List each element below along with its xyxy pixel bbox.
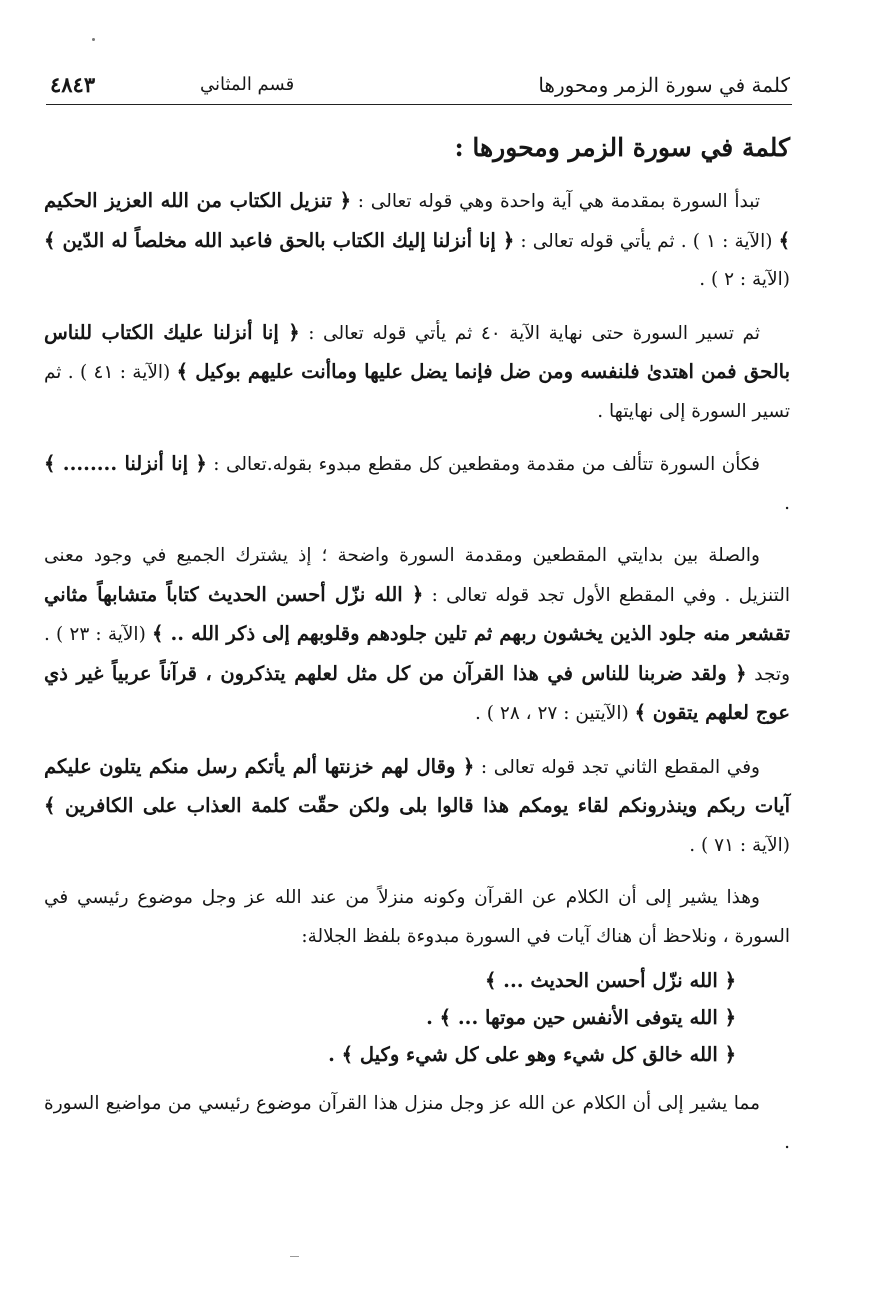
text-run: (الآية : ٢٣ ) . وتجد xyxy=(44,624,791,685)
page-number: ٤٨٤٣ xyxy=(50,72,96,97)
header-section: قسم المثاني xyxy=(200,74,295,95)
quran-quote: ﴿ وقال لهم خزنتها ألم يأتكم رسل منكم يتلون عليكم آيات ربكم وينذرونكم لقاء يومكم هذا قالوا بلى ولكن حقّت كلمة العذاب على الكافرين ﴾ xyxy=(44,754,790,817)
text-run: (الآية : ١ ) . ثم يأتي قوله تعالى : xyxy=(514,230,779,252)
text-run: فكأن السورة تتألف من مقدمة ومقطعين كل مقطع مبدوء بقوله.تعالى : xyxy=(206,454,760,475)
quran-quote: ﴿ الله نزّل أحسن الحديث كتاباً متشابهاً مثاني تقشعر منه جلود الذين يخشون ربهم ثم تلين جلودهم وقلوبهم إلى ذكر الله .. ﴾ xyxy=(44,582,790,645)
quran-quote: ﴿ تنزيل الكتاب من الله العزيز الحكيم ﴾ xyxy=(44,189,790,252)
text-run: (الآيتين : ٢٧ ، ٢٨ ) . xyxy=(475,703,635,724)
quran-quote: ﴿ ولقد ضربنا للناس في هذا القرآن من كل مثل لعلهم يتذكرون ، قرآناً عربياً غير ذي عوج لعلهم يتقون ﴾ xyxy=(44,661,790,724)
header-divider xyxy=(46,104,792,105)
verse-line-2: ﴿ الله يتوفى الأنفس حين موتها ... ﴾ . xyxy=(426,1006,736,1029)
text-run: ثم تسير السورة حتى نهاية الآية ٤٠ ثم يأتي قوله تعالى : xyxy=(299,322,760,344)
text-run: تبدأ السورة بمقدمة هي آية واحدة وهي قوله تعالى : xyxy=(351,191,760,212)
paragraph-6 xyxy=(44,879,790,956)
text-run: (الآية : ٢ ) . xyxy=(699,269,790,290)
scan-mark xyxy=(290,1256,299,1257)
quran-quote: ﴿ إنا أنزلنا إليك الكتاب بالحق فاعبد الله مخلصاً له الدّين ﴾ xyxy=(44,228,515,252)
verse-list xyxy=(44,962,790,1073)
paragraph-2 xyxy=(44,314,790,432)
verse-line-1: ﴿ الله نزّل أحسن الحديث ... ﴾ xyxy=(484,969,736,992)
scan-speck xyxy=(92,38,95,41)
text-run: (الآية : ٤١ ) . ثم تسير السورة إلى نهايتها . xyxy=(44,362,790,422)
verse-line-3: ﴿ الله خالق كل شيء وهو على كل شيء وكيل ﴾ . xyxy=(328,1043,736,1066)
section-heading: كلمة في سورة الزمر ومحورها : xyxy=(454,133,790,162)
text-run: . xyxy=(784,492,790,514)
text-run: وهذا يشير إلى أن الكلام عن القرآن وكونه منزلاً من عند الله عز وجل موضوع رئيسي في السورة ، ونلاحظ أن هناك آيات في السورة مبدوءة بلفظ الجلالة: xyxy=(44,887,790,947)
main-text xyxy=(44,126,790,1176)
paragraph-5 xyxy=(44,748,790,866)
text-run: وفي المقطع الثاني تجد قوله تعالى : xyxy=(474,756,760,778)
quran-quote: ﴿ إنا أنزلنا ........ ﴾ xyxy=(44,452,207,475)
text-run: والصلة بين بدايتي المقطعين ومقدمة السورة واضحة ؛ إذ يشترك الجميع في وجود معنى التنزيل . وفي المقطع الأول تجد قوله تعالى : xyxy=(44,545,790,606)
header-title: كلمة في سورة الزمر ومحورها xyxy=(538,73,790,97)
paragraph-1 xyxy=(44,182,790,300)
closing-paragraph: مما يشير إلى أن الكلام عن الله عز وجل منزل هذا القرآن موضوع رئيسي من مواضيع السورة . xyxy=(44,1093,790,1153)
paragraph-3 xyxy=(44,445,790,523)
quran-quote: ﴿ إنا أنزلنا عليك الكتاب للناس بالحق فمن اهتدىٰ فلنفسه ومن ضل فإنما يضل عليها وماأنت عليهم بوكيل ﴾ xyxy=(44,320,791,383)
text-run: (الآية : ٧١ ) . xyxy=(689,834,790,856)
running-header xyxy=(48,68,790,104)
paragraph-4 xyxy=(44,537,790,734)
